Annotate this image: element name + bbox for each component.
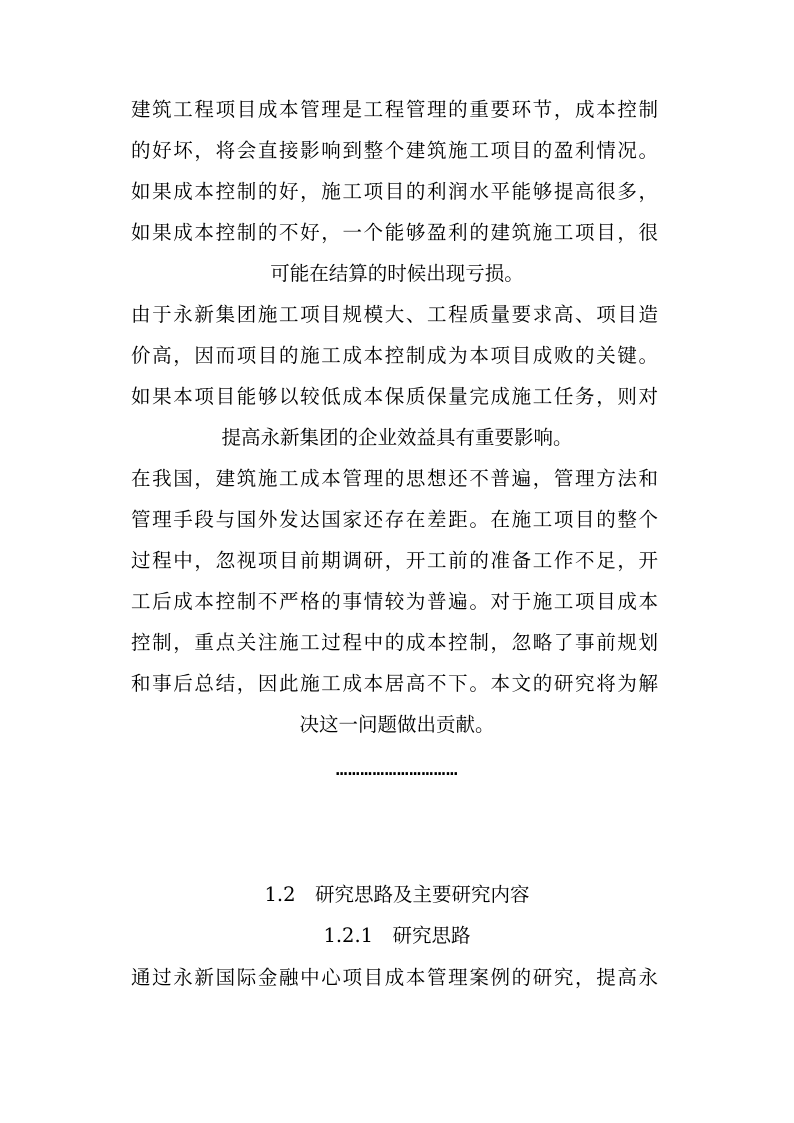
paragraph-2-line-1: 由于永新集团施工项目规模大、工程质量要求高、项目造 xyxy=(131,303,658,326)
body-paragraph-start: 通过永新国际金融中心项目成本管理案例的研究，提高永 xyxy=(131,966,658,989)
paragraph-3-line-4: 工后成本控制不严格的事情较为普遍。对于施工项目成本 xyxy=(131,590,658,613)
paragraph-3-line-5: 控制，重点关注施工过程中的成本控制，忽略了事前规划 xyxy=(131,631,658,654)
paragraph-3-line-1: 在我国，建筑施工成本管理的思想还不普遍，管理方法和 xyxy=(131,467,658,490)
paragraph-3-line-6: 和事后总结，因此施工成本居高不下。本文的研究将为解 xyxy=(131,672,658,695)
paragraph-3-line-3: 过程中，忽视项目前期调研，开工前的准备工作不足，开 xyxy=(131,549,658,572)
paragraph-2-line-2: 价高，因而项目的施工成本控制成为本项目成败的关键。 xyxy=(131,344,658,367)
paragraph-3-line-2: 管理手段与国外发达国家还存在差距。在施工项目的整个 xyxy=(131,508,658,531)
ellipsis-separator: ………………………… xyxy=(335,757,459,780)
subsection-heading: 1.2.1 研究思路 xyxy=(323,924,471,947)
paragraph-1-line-3: 如果成本控制的好，施工项目的利润水平能够提高很多， xyxy=(131,180,658,203)
paragraph-3-line-7: 决这一问题做出贡献。 xyxy=(299,713,495,736)
paragraph-2-line-4: 提高永新集团的企业效益具有重要影响。 xyxy=(221,426,573,449)
paragraph-1-line-4: 如果成本控制的不好，一个能够盈利的建筑施工项目，很 xyxy=(131,221,658,244)
paragraph-1-line-5: 可能在结算的时候出现亏损。 xyxy=(270,262,524,285)
section-heading: 1.2 研究思路及主要研究内容 xyxy=(264,883,530,906)
paragraph-1-line-2: 的好坏，将会直接影响到整个建筑施工项目的盈利情况。 xyxy=(131,139,658,162)
paragraph-2-line-3: 如果本项目能够以较低成本保质保量完成施工任务，则对 xyxy=(131,385,658,408)
paragraph-1-line-1: 建筑工程项目成本管理是工程管理的重要环节，成本控制 xyxy=(131,98,658,121)
